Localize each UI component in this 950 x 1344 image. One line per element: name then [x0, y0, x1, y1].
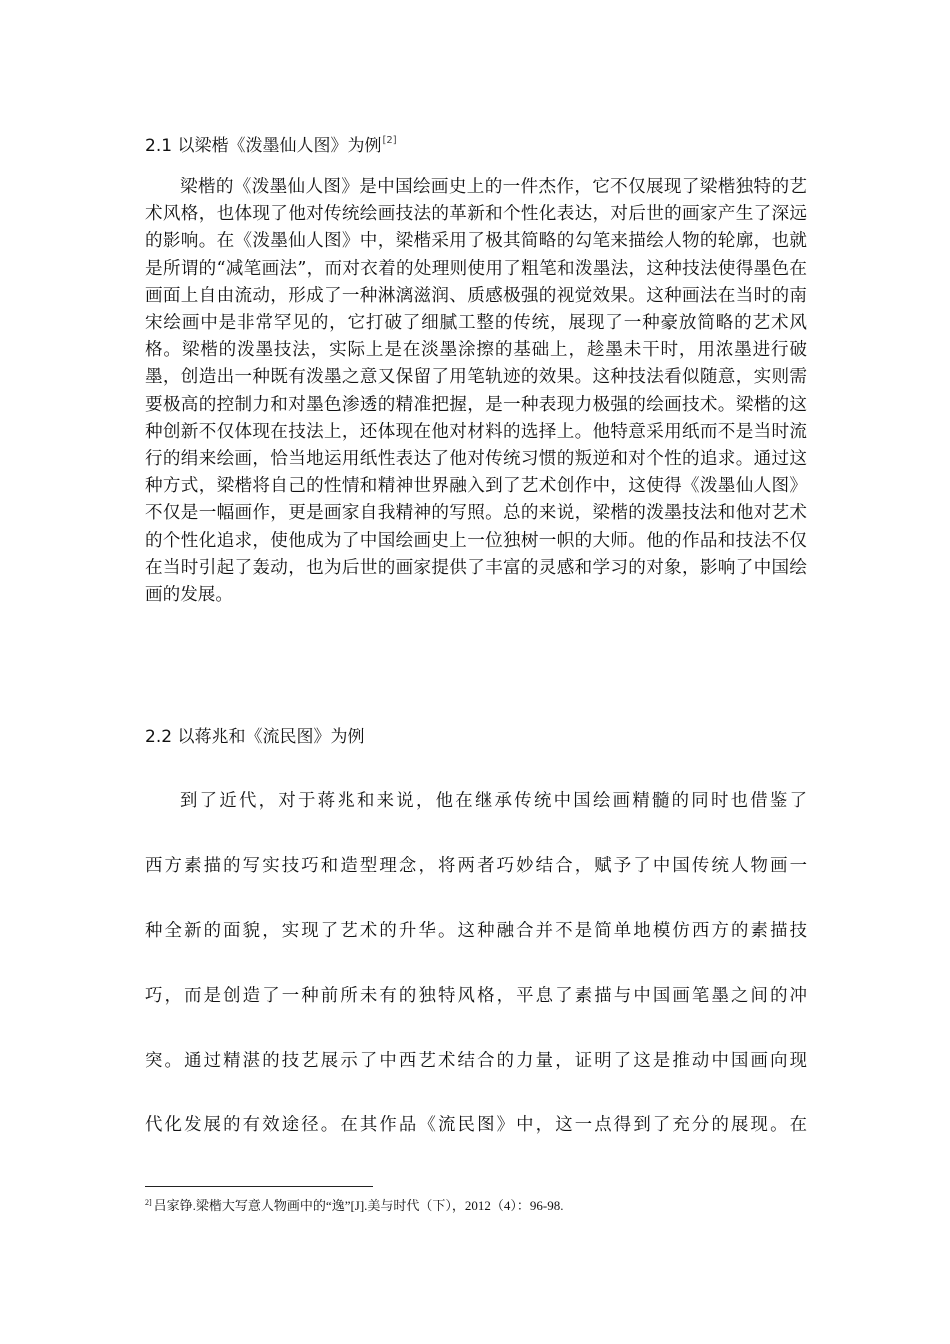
citation-marker[interactable]: [2]	[382, 135, 397, 146]
paragraph-line: 突。通过精湛的技艺展示了中西艺术结合的力量，证明了这是推动中国画向现	[145, 1051, 807, 1071]
section-heading-2-2: 2.2 以蒋兆和《流民图》为例	[145, 727, 365, 747]
heading-text: 2.1 以梁楷《泼墨仙人图》为例	[145, 136, 382, 156]
paragraph-line: 巧，而是创造了一种前所未有的独特风格，平息了素描与中国画笔墨之间的冲	[145, 986, 807, 1006]
footnote-marker: 2]	[145, 1198, 152, 1207]
paragraph-line: 到了近代，对于蒋兆和来说，他在继承传统中国绘画精髓的同时也借鉴了	[180, 791, 807, 811]
footnote	[145, 1195, 564, 1214]
paragraph-line: 代化发展的有效途径。在其作品《流民图》中，这一点得到了充分的展现。在	[145, 1115, 807, 1135]
footnote-divider	[145, 1186, 373, 1187]
section-2-1-paragraph: 梁楷的《泼墨仙人图》是中国绘画史上的一件杰作，它不仅展现了梁楷独特的艺术风格，也体现了他对传统绘画技法的革新和个性化表达，对后世的画家产生了深远的影响。在《泼墨仙人图》中，梁楷采用了极其简略的勾笔来描绘人物的轮廓，也就是所谓的“减笔画法”，而对衣着的处理则使用了粗笔和泼墨法，这种技法使得墨色在画面上自由流动，形成了一种淋漓滋润、质感极强的视觉效果。这种画法在当时的南宋绘画中是非常罕见的，它打破了细腻工整的传统，展现了一种豪放简略的艺术风格。梁楷的泼墨技法，实际上是在淡墨涂擦的基础上，趁墨未干时，用浓墨进行破墨，创造出一种既有泼墨之意又保留了用笔轨迹的效果。这种技法看似随意，实则需要极高的控制力和对墨色渗透的精准把握，是一种表现力极强的绘画技术。梁楷的这种创新不仅体现在技法上，还体现在他对材料的选择上。他特意采用纸而不是当时流行的绢来绘画，恰当地运用纸性表达了他对传统习惯的叛逆和对个性的追求。通过这种方式，梁楷将自己的性情和精神世界融入到了艺术创作中，这使得《泼墨仙人图》不仅是一幅画作，更是画家自我精神的写照。总的来说，梁楷的泼墨技法和他对艺术的个性化追求，使他成为了中国绘画史上一位独树一帜的大师。他的作品和技法不仅在当时引起了轰动，也为后世的画家提供了丰富的灵感和学习的对象，影响了中国绘画的发展。	[145, 177, 807, 606]
paragraph-line: 西方素描的写实技巧和造型理念，将两者巧妙结合，赋予了中国传统人物画一	[145, 856, 807, 876]
section-heading-2-1	[145, 131, 397, 156]
footnote-text: 吕家铮.梁楷大写意人物画中的“逸”[J].美与时代（下），2012（4）：96-98.	[153, 1198, 564, 1213]
paragraph-line: 种全新的面貌，实现了艺术的升华。这种融合并不是简单地模仿西方的素描技	[145, 921, 807, 941]
